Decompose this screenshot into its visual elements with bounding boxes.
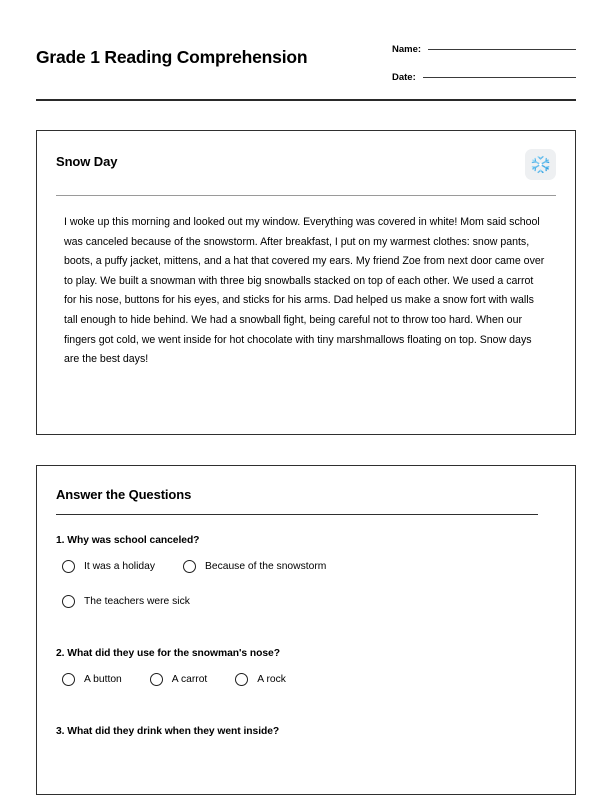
name-label: Name:: [392, 43, 422, 55]
option-label: It was a holiday: [84, 561, 155, 572]
option-1-2[interactable]: [183, 560, 326, 573]
name-row: [392, 38, 576, 60]
question-text: 2. What did they use for the snowman's nose?: [56, 648, 280, 659]
name-write-line[interactable]: [428, 49, 576, 50]
story-card: [36, 130, 576, 435]
option-label: Because of the snowstorm: [204, 561, 327, 572]
question-2: [56, 630, 556, 708]
question-text: 1. Why was school canceled?: [56, 535, 200, 546]
snowflake-icon: [525, 149, 556, 180]
option-label: The teachers were sick: [84, 596, 190, 607]
option-1-3[interactable]: [62, 595, 190, 608]
story-title: Snow Day: [56, 154, 118, 169]
question-text: 3. What did they drink when they went inside?: [56, 726, 280, 737]
option-2-3[interactable]: [235, 673, 286, 686]
date-write-line[interactable]: [423, 77, 576, 78]
option-label: A carrot: [171, 674, 208, 685]
name-date-block: [392, 36, 576, 88]
date-label: Date:: [392, 71, 416, 83]
radio-button-icon[interactable]: [235, 673, 248, 686]
question-2-options: [56, 659, 462, 708]
radio-button-icon[interactable]: [150, 673, 163, 686]
questions-section-title: Answer the Questions: [56, 487, 192, 502]
radio-button-icon[interactable]: [62, 595, 75, 608]
radio-button-icon[interactable]: [62, 560, 75, 573]
header-divider: [36, 99, 576, 101]
question-3: [56, 708, 556, 737]
question-1: [56, 515, 556, 630]
option-label: A rock: [257, 674, 286, 685]
option-2-2[interactable]: [150, 673, 207, 686]
worksheet-header: [36, 0, 576, 88]
story-card-header: [56, 149, 556, 180]
questions-card: [36, 465, 576, 795]
option-label: A button: [84, 674, 122, 685]
question-1-options: [56, 546, 462, 630]
radio-button-icon[interactable]: [62, 673, 75, 686]
radio-button-icon[interactable]: [183, 560, 196, 573]
option-2-1[interactable]: [62, 673, 122, 686]
date-row: [392, 66, 576, 88]
story-passage: I woke up this morning and looked out my window. Everything was covered in white! Mom said school was canceled because of the snowstorm. After breakfast, I put on my warmest clothes: snow pants, boots, a puffy jacket, mittens, and a hat that covered my ears. My friend Zoe from next door came over to play. We built a snowman with three big snowballs stacked on top of each other. We used a carrot for his nose, buttons for his eyes, and sticks for his arms. Dad helped us make a snow fort with walls tall enough to hide behind. We had a snowball fight, being careful not to throw too hard. When our fingers got cold, we went inside for hot chocolate with tiny marshmallows floating on top. Snow days are the best days!: [64, 216, 545, 366]
page-title: Grade 1 Reading Comprehension: [36, 47, 308, 67]
option-1-1[interactable]: [62, 560, 155, 573]
